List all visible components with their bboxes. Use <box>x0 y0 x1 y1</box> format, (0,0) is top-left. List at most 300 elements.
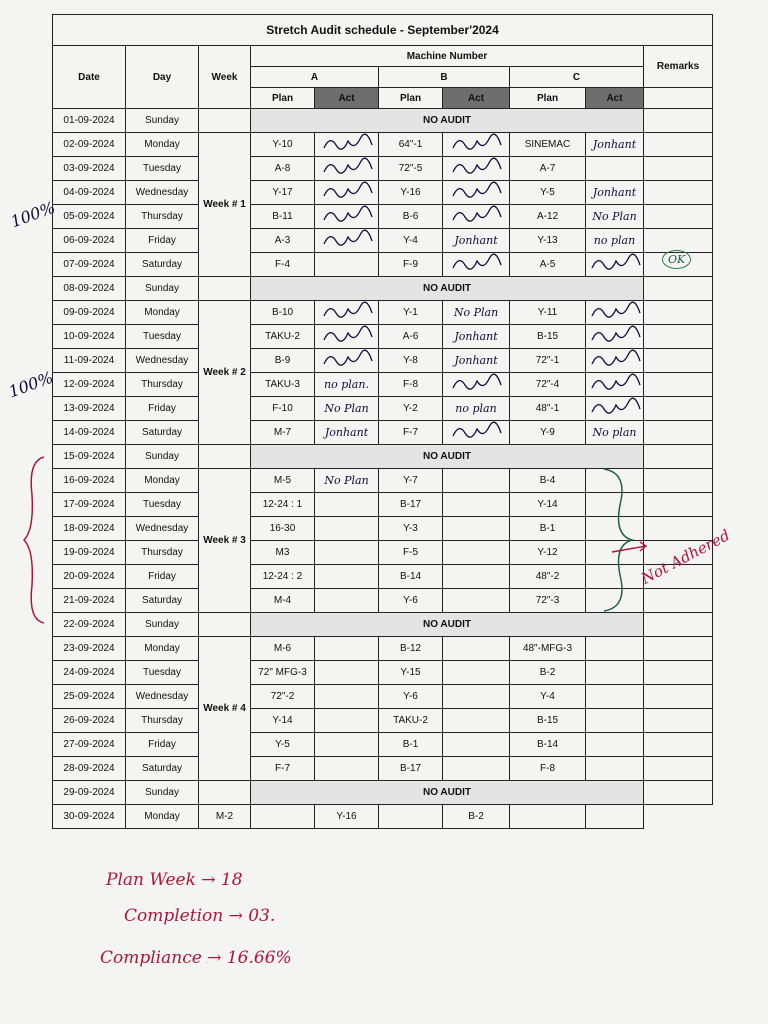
machine-b-plan-cell: B-6 <box>379 205 443 229</box>
machine-b-plan-cell: TAKU-2 <box>379 709 443 733</box>
week-cell: Week # 3 <box>199 469 251 613</box>
signature-icon <box>320 301 374 321</box>
day-cell: Thursday <box>126 541 199 565</box>
machine-a-act-cell <box>315 133 379 157</box>
table-row <box>53 277 713 301</box>
machine-c-plan-cell: A-5 <box>510 253 586 277</box>
machine-b-plan-cell: F-8 <box>379 373 443 397</box>
machine-b-act-cell: Jonhant <box>443 325 510 349</box>
day-cell: Sunday <box>126 109 199 133</box>
machine-a-plan-cell: Y-10 <box>251 133 315 157</box>
machine-c-act-cell <box>586 709 644 733</box>
machine-c-act-cell <box>586 733 644 757</box>
machine-b-plan-cell: B-14 <box>379 565 443 589</box>
machine-b-header: B <box>379 67 510 88</box>
machine-a-act-cell <box>315 517 379 541</box>
machine-b-act-cell <box>443 637 510 661</box>
day-cell: Monday <box>126 637 199 661</box>
remarks-cell <box>644 109 713 133</box>
table-row <box>53 373 713 397</box>
machine-number-header: Machine Number <box>251 46 644 67</box>
machine-a-plan-cell: M-4 <box>251 589 315 613</box>
machine-b-act-cell <box>443 181 510 205</box>
machine-b-act-cell <box>443 733 510 757</box>
remarks-cell <box>644 445 713 469</box>
table-row <box>53 661 713 685</box>
machine-a-plan-cell: B-11 <box>251 205 315 229</box>
machine-c-plan-cell: Y-12 <box>510 541 586 565</box>
table-row <box>53 157 713 181</box>
remarks-cell <box>644 325 713 349</box>
remarks-cell <box>644 733 713 757</box>
date-cell: 09-09-2024 <box>53 301 126 325</box>
machine-c-plan-cell: B-1 <box>510 517 586 541</box>
no-audit-cell: NO AUDIT <box>251 109 644 133</box>
signature-icon <box>449 157 503 177</box>
day-cell: Saturday <box>126 757 199 781</box>
machine-a-plan-cell: TAKU-3 <box>251 373 315 397</box>
machine-c-plan-cell: Y-14 <box>510 493 586 517</box>
table-row <box>53 301 713 325</box>
machine-b-plan-cell: Y-16 <box>379 181 443 205</box>
machine-c-act-cell <box>586 685 644 709</box>
table-row <box>53 757 713 781</box>
machine-a-plan-cell: 72"-2 <box>251 685 315 709</box>
machine-a-act-cell <box>315 661 379 685</box>
day-cell: Tuesday <box>126 661 199 685</box>
date-cell: 23-09-2024 <box>53 637 126 661</box>
machine-c-plan-cell: 72"-4 <box>510 373 586 397</box>
machine-b-plan-cell: Y-7 <box>379 469 443 493</box>
day-cell: Saturday <box>126 589 199 613</box>
date-cell: 21-09-2024 <box>53 589 126 613</box>
machine-b-plan-cell: B-1 <box>379 733 443 757</box>
remarks-cell <box>644 133 713 157</box>
remarks-cell <box>644 373 713 397</box>
no-audit-cell: NO AUDIT <box>251 445 644 469</box>
machine-a-plan-cell: M-7 <box>251 421 315 445</box>
machine-c-plan-cell: B-14 <box>510 733 586 757</box>
signature-icon <box>449 133 503 153</box>
week-cell-empty <box>199 781 251 805</box>
machine-c-plan-cell: A-7 <box>510 157 586 181</box>
machine-a-plan-cell: M-6 <box>251 637 315 661</box>
machine-c-act-cell <box>510 805 586 829</box>
machine-b-plan-cell: Y-6 <box>379 685 443 709</box>
remarks-cell <box>644 589 713 613</box>
day-cell: Thursday <box>126 205 199 229</box>
day-cell: Friday <box>126 733 199 757</box>
machine-a-plan-cell: M-2 <box>199 805 251 829</box>
week-cell: Week # 4 <box>199 637 251 781</box>
machine-b-plan-cell: F-7 <box>379 421 443 445</box>
machine-c-act-cell <box>586 325 644 349</box>
machine-b-act-cell <box>443 157 510 181</box>
audit-schedule-table <box>52 14 713 829</box>
week-cell-empty <box>199 445 251 469</box>
machine-b-act-cell: No Plan <box>443 301 510 325</box>
date-cell: 13-09-2024 <box>53 397 126 421</box>
note-plan-week: Plan Week → 18 <box>106 870 243 890</box>
col-day-header: Day <box>126 46 199 109</box>
machine-b-act-cell <box>443 685 510 709</box>
machine-c-plan-cell: B-2 <box>443 805 510 829</box>
machine-a-plan-cell: Y-14 <box>251 709 315 733</box>
machine-a-act-cell <box>315 325 379 349</box>
machine-a-act-cell <box>315 565 379 589</box>
signature-icon <box>588 373 642 393</box>
machine-c-plan-cell: 48"-1 <box>510 397 586 421</box>
date-cell: 15-09-2024 <box>53 445 126 469</box>
machine-c-plan-cell: B-4 <box>510 469 586 493</box>
machine-c-plan-cell: 72"-1 <box>510 349 586 373</box>
machine-c-act-cell: Jonhant <box>586 181 644 205</box>
machine-c-plan-cell: Y-5 <box>510 181 586 205</box>
machine-b-plan-cell: B-17 <box>379 757 443 781</box>
table-row <box>53 253 713 277</box>
day-cell: Wednesday <box>126 181 199 205</box>
signature-icon <box>588 349 642 369</box>
table-row <box>53 637 713 661</box>
remarks-cell <box>644 397 713 421</box>
machine-b-act-cell <box>443 469 510 493</box>
pct-week1-annotation: 100% <box>8 197 58 232</box>
table-row <box>53 613 713 637</box>
machine-c-act-cell <box>586 661 644 685</box>
machine-a-plan-cell: B-10 <box>251 301 315 325</box>
day-cell: Monday <box>126 805 199 829</box>
col-week-header: Week <box>199 46 251 109</box>
machine-c-act-cell <box>586 349 644 373</box>
machine-c-act-cell <box>586 301 644 325</box>
signature-icon <box>320 181 374 201</box>
pct-week2-annotation: 100% <box>6 367 56 402</box>
machine-c-plan-cell: 72"-3 <box>510 589 586 613</box>
b-plan-header: Plan <box>379 88 443 109</box>
machine-b-plan-cell: Y-1 <box>379 301 443 325</box>
date-cell: 30-09-2024 <box>53 805 126 829</box>
machine-b-act-cell <box>443 565 510 589</box>
machine-c-act-cell <box>586 373 644 397</box>
machine-b-plan-cell: Y-8 <box>379 349 443 373</box>
machine-b-act-cell <box>443 541 510 565</box>
machine-a-plan-cell: 16-30 <box>251 517 315 541</box>
machine-c-act-cell: Jonhant <box>586 133 644 157</box>
machine-c-act-cell: No plan <box>586 421 644 445</box>
date-cell: 02-09-2024 <box>53 133 126 157</box>
date-cell: 01-09-2024 <box>53 109 126 133</box>
machine-b-plan-cell: Y-16 <box>315 805 379 829</box>
machine-a-plan-cell: 12-24 : 2 <box>251 565 315 589</box>
machine-a-act-cell: Jonhant <box>315 421 379 445</box>
machine-b-act-cell <box>443 757 510 781</box>
machine-b-plan-cell: B-17 <box>379 493 443 517</box>
date-cell: 16-09-2024 <box>53 469 126 493</box>
remarks-cell <box>644 637 713 661</box>
remarks-cell <box>644 781 713 805</box>
table-row <box>53 133 713 157</box>
machine-b-act-cell <box>443 373 510 397</box>
machine-a-header: A <box>251 67 379 88</box>
day-cell: Thursday <box>126 373 199 397</box>
date-cell: 12-09-2024 <box>53 373 126 397</box>
machine-a-plan-cell: A-8 <box>251 157 315 181</box>
signature-icon <box>588 253 642 273</box>
remarks-cell <box>644 301 713 325</box>
week-cell: Week # 2 <box>199 301 251 445</box>
remarks-cell <box>644 493 713 517</box>
day-cell: Tuesday <box>126 157 199 181</box>
machine-b-plan-cell: Y-15 <box>379 661 443 685</box>
date-cell: 25-09-2024 <box>53 685 126 709</box>
remarks-cell <box>644 157 713 181</box>
machine-c-act-cell <box>586 397 644 421</box>
machine-c-plan-cell: F-8 <box>510 757 586 781</box>
signature-icon <box>320 349 374 369</box>
machine-c-plan-cell: 48"-2 <box>510 565 586 589</box>
signature-icon <box>449 205 503 225</box>
machine-b-plan-cell: Y-3 <box>379 517 443 541</box>
day-cell: Wednesday <box>126 685 199 709</box>
date-cell: 20-09-2024 <box>53 565 126 589</box>
date-cell: 26-09-2024 <box>53 709 126 733</box>
note-completion: Completion → 03. <box>124 906 276 926</box>
signature-icon <box>320 205 374 225</box>
signature-icon <box>588 301 642 321</box>
date-cell: 27-09-2024 <box>53 733 126 757</box>
machine-a-act-cell <box>315 541 379 565</box>
machine-b-act-cell: Jonhant <box>443 349 510 373</box>
date-cell: 07-09-2024 <box>53 253 126 277</box>
machine-b-act-cell: no plan <box>443 397 510 421</box>
signature-icon <box>588 325 642 345</box>
week-cell: Week # 1 <box>199 133 251 277</box>
day-cell: Monday <box>126 469 199 493</box>
remarks-subheader <box>644 88 713 109</box>
remarks-cell <box>644 349 713 373</box>
table-row <box>53 781 713 805</box>
machine-b-plan-cell: A-6 <box>379 325 443 349</box>
machine-b-act-cell <box>379 805 443 829</box>
machine-b-plan-cell: Y-6 <box>379 589 443 613</box>
table-row <box>53 205 713 229</box>
signature-icon <box>320 157 374 177</box>
machine-a-act-cell <box>315 349 379 373</box>
day-cell: Thursday <box>126 709 199 733</box>
machine-a-act-cell <box>315 157 379 181</box>
machine-a-plan-cell: A-3 <box>251 229 315 253</box>
machine-c-act-cell: No Plan <box>586 205 644 229</box>
day-cell: Friday <box>126 565 199 589</box>
machine-b-act-cell <box>443 709 510 733</box>
machine-b-act-cell <box>443 421 510 445</box>
machine-c-plan-cell: 48"-MFG-3 <box>510 637 586 661</box>
ok-mark: OK <box>662 250 691 269</box>
machine-a-act-cell: no plan. <box>315 373 379 397</box>
machine-b-plan-cell: 64"-1 <box>379 133 443 157</box>
remarks-cell <box>644 685 713 709</box>
day-cell: Wednesday <box>126 349 199 373</box>
machine-b-plan-cell: Y-4 <box>379 229 443 253</box>
remarks-cell <box>644 421 713 445</box>
col-remarks-header: Remarks <box>644 46 713 88</box>
machine-a-act-cell <box>315 205 379 229</box>
machine-a-act-cell: No Plan <box>315 397 379 421</box>
machine-c-plan-cell: Y-9 <box>510 421 586 445</box>
a-act-header: Act <box>315 88 379 109</box>
machine-a-act-cell <box>251 805 315 829</box>
remarks-cell <box>644 613 713 637</box>
machine-a-plan-cell: Y-5 <box>251 733 315 757</box>
machine-b-act-cell <box>443 517 510 541</box>
machine-a-act-cell <box>315 301 379 325</box>
machine-a-plan-cell: 72" MFG-3 <box>251 661 315 685</box>
machine-a-plan-cell: M-5 <box>251 469 315 493</box>
machine-a-act-cell <box>315 181 379 205</box>
date-cell: 10-09-2024 <box>53 325 126 349</box>
date-cell: 04-09-2024 <box>53 181 126 205</box>
machine-b-act-cell <box>443 589 510 613</box>
day-cell: Sunday <box>126 277 199 301</box>
day-cell: Saturday <box>126 421 199 445</box>
day-cell: Tuesday <box>126 325 199 349</box>
machine-a-act-cell <box>315 253 379 277</box>
date-cell: 19-09-2024 <box>53 541 126 565</box>
machine-a-plan-cell: 12-24 : 1 <box>251 493 315 517</box>
machine-b-plan-cell: F-5 <box>379 541 443 565</box>
machine-a-plan-cell: B-9 <box>251 349 315 373</box>
note-compliance: Compliance → 16.66% <box>100 948 292 968</box>
machine-c-act-cell <box>586 157 644 181</box>
machine-a-act-cell <box>315 589 379 613</box>
date-cell: 24-09-2024 <box>53 661 126 685</box>
day-cell: Friday <box>126 397 199 421</box>
machine-b-act-cell <box>443 253 510 277</box>
date-cell: 28-09-2024 <box>53 757 126 781</box>
machine-a-plan-cell: F-10 <box>251 397 315 421</box>
no-audit-cell: NO AUDIT <box>251 277 644 301</box>
date-cell: 03-09-2024 <box>53 157 126 181</box>
remarks-cell <box>644 205 713 229</box>
brace-left-icon <box>22 455 52 625</box>
date-cell: 08-09-2024 <box>53 277 126 301</box>
remarks-cell <box>586 805 644 829</box>
week-cell-empty <box>199 277 251 301</box>
signature-icon <box>320 229 374 249</box>
date-cell: 22-09-2024 <box>53 613 126 637</box>
signature-icon <box>320 325 374 345</box>
not-adhered-annotation: Not Adhered <box>638 526 733 588</box>
day-cell: Sunday <box>126 781 199 805</box>
date-cell: 05-09-2024 <box>53 205 126 229</box>
signature-icon <box>449 373 503 393</box>
signature-icon <box>449 421 503 441</box>
day-cell: Tuesday <box>126 493 199 517</box>
machine-b-plan-cell: B-12 <box>379 637 443 661</box>
day-cell: Friday <box>126 229 199 253</box>
signature-icon <box>449 253 503 273</box>
remarks-cell <box>644 229 713 253</box>
signature-icon <box>449 181 503 201</box>
machine-b-act-cell <box>443 493 510 517</box>
arrow-icon <box>610 540 650 560</box>
signature-icon <box>320 133 374 153</box>
machine-a-plan-cell: F-4 <box>251 253 315 277</box>
a-plan-header: Plan <box>251 88 315 109</box>
c-act-header: Act <box>586 88 644 109</box>
machine-b-act-cell <box>443 661 510 685</box>
machine-c-plan-cell: B-15 <box>510 709 586 733</box>
machine-a-act-cell: No Plan <box>315 469 379 493</box>
machine-a-act-cell <box>315 229 379 253</box>
table-row <box>53 733 713 757</box>
remarks-cell <box>644 709 713 733</box>
week-cell-empty <box>199 613 251 637</box>
machine-c-header: C <box>510 67 644 88</box>
date-cell: 14-09-2024 <box>53 421 126 445</box>
audit-schedule-sheet <box>52 14 712 829</box>
machine-b-plan-cell: F-9 <box>379 253 443 277</box>
table-row <box>53 349 713 373</box>
day-cell: Sunday <box>126 445 199 469</box>
week-cell-empty <box>199 109 251 133</box>
machine-c-act-cell: no plan <box>586 229 644 253</box>
machine-a-plan-cell: TAKU-2 <box>251 325 315 349</box>
machine-b-plan-cell: 72"-5 <box>379 157 443 181</box>
machine-b-act-cell <box>443 205 510 229</box>
machine-a-act-cell <box>315 733 379 757</box>
machine-c-plan-cell: SINEMAC <box>510 133 586 157</box>
machine-c-plan-cell: B-2 <box>510 661 586 685</box>
machine-c-act-cell <box>586 757 644 781</box>
machine-c-plan-cell: A-12 <box>510 205 586 229</box>
machine-c-act-cell <box>586 637 644 661</box>
machine-c-plan-cell: Y-11 <box>510 301 586 325</box>
table-row <box>53 325 713 349</box>
no-audit-cell: NO AUDIT <box>251 613 644 637</box>
machine-b-act-cell <box>443 133 510 157</box>
remarks-cell <box>644 757 713 781</box>
day-cell: Sunday <box>126 613 199 637</box>
table-row <box>53 421 713 445</box>
day-cell: Monday <box>126 133 199 157</box>
machine-a-plan-cell: M3 <box>251 541 315 565</box>
machine-b-plan-cell: Y-2 <box>379 397 443 421</box>
date-cell: 18-09-2024 <box>53 517 126 541</box>
table-row <box>53 109 713 133</box>
day-cell: Wednesday <box>126 517 199 541</box>
machine-c-plan-cell: Y-13 <box>510 229 586 253</box>
table-row <box>53 709 713 733</box>
page-title: Stretch Audit schedule - September'2024 <box>53 15 713 46</box>
machine-c-plan-cell: B-15 <box>510 325 586 349</box>
date-cell: 17-09-2024 <box>53 493 126 517</box>
day-cell: Monday <box>126 301 199 325</box>
table-row <box>53 397 713 421</box>
machine-a-act-cell <box>315 757 379 781</box>
col-date-header: Date <box>53 46 126 109</box>
day-cell: Saturday <box>126 253 199 277</box>
remarks-cell <box>644 181 713 205</box>
remark-07-annotation <box>662 250 691 269</box>
date-cell: 06-09-2024 <box>53 229 126 253</box>
machine-c-act-cell <box>586 253 644 277</box>
machine-b-act-cell: Jonhant <box>443 229 510 253</box>
date-cell: 29-09-2024 <box>53 781 126 805</box>
remarks-cell <box>644 661 713 685</box>
machine-c-plan-cell: Y-4 <box>510 685 586 709</box>
no-audit-cell: NO AUDIT <box>251 781 644 805</box>
